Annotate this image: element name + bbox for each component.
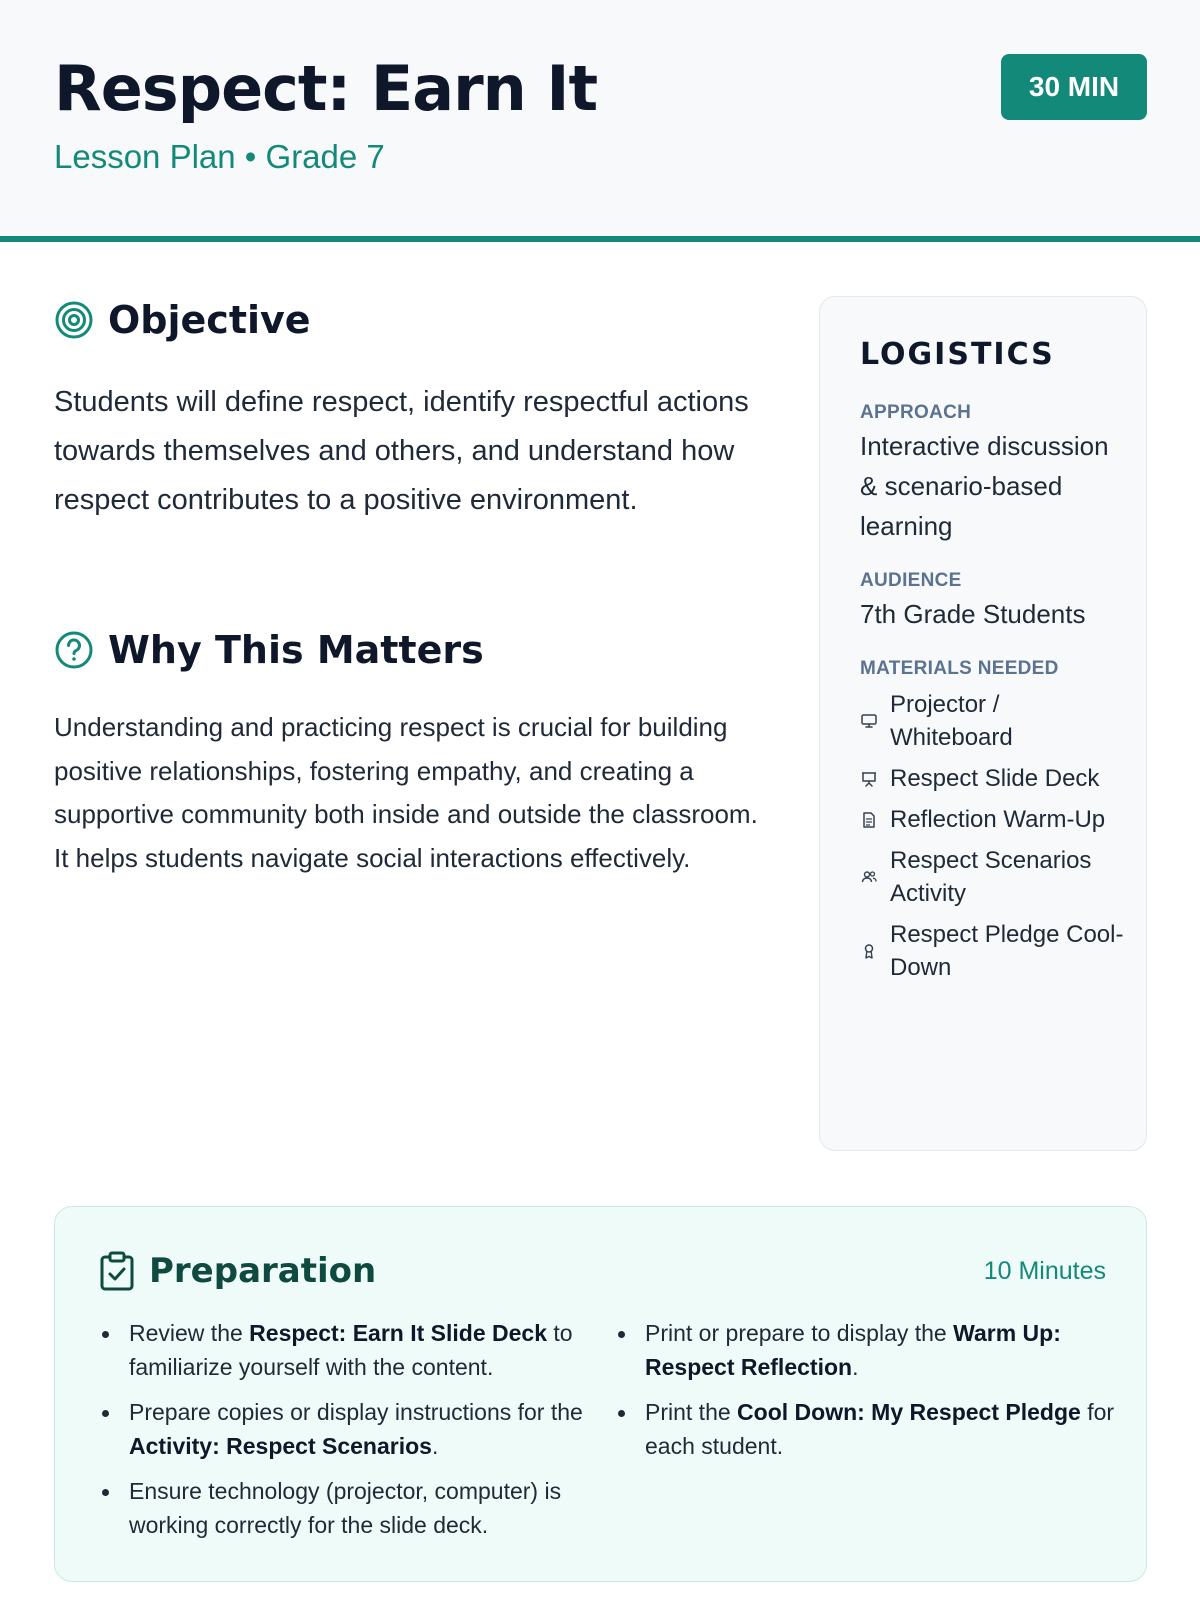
preparation-list-left [99,1317,599,1554]
audience-label: AUDIENCE [860,570,962,591]
clipboard-check-icon [99,1251,135,1291]
page-title: Respect: Earn It [54,52,598,125]
preparation-card [54,1206,1147,1582]
materials-block [860,658,1126,984]
audience-block [860,570,1126,634]
document-icon [860,811,878,829]
list-item: Print or prepare to display the Warm Up: Respect Reflection. [615,1317,1115,1384]
lesson-header [0,0,1200,242]
list-item: Ensure technology (projector, computer) is working correctly for the slide deck. [99,1475,599,1542]
approach-label: APPROACH [860,402,972,423]
duration-badge: 30 MIN [1001,54,1147,120]
audience-value: 7th Grade Students [860,599,1086,629]
material-label: Reflection Warm-Up [890,806,1106,833]
material-label: Respect Pledge Cool-Down [890,921,1124,981]
question-circle-icon [54,630,94,670]
presentation-icon [860,770,878,788]
list-item [860,844,1126,910]
objective-text: Students will define respect, identify respectful actions towards themselves and others, and understand how respect contributes to a positive environment. [54,386,749,516]
approach-block [860,402,1126,546]
material-label: Respect Scenarios Activity [890,847,1092,907]
users-icon [860,868,878,886]
list-item: Prepare copies or display instructions for the Activity: Respect Scenarios. [99,1396,599,1463]
material-label: Respect Slide Deck [890,765,1100,792]
material-label: Projector / Whiteboard [890,691,1013,751]
materials-list [860,688,1126,984]
list-item [860,803,1126,836]
why-heading: Why This Matters [108,628,484,672]
preparation-time: 10 Minutes [983,1257,1106,1285]
list-item [860,918,1126,984]
list-item: Review the Respect: Earn It Slide Deck to familiarize yourself with the content. [99,1317,599,1384]
preparation-heading: Preparation [149,1251,377,1291]
logistics-heading: LOGISTICS [860,337,1055,372]
why-text: Understanding and practicing respect is crucial for building positive relationships, fostering empathy, and creating a supportive community both inside and outside the classroom. It helps students navigate social interactions effectively. [54,712,758,873]
why-heading-row [54,628,484,672]
approach-value: Interactive discussion & scenario-based learning [860,431,1109,541]
preparation-list-right [615,1317,1115,1475]
list-item: Print the Cool Down: My Respect Pledge for each student. [615,1396,1115,1463]
objective-heading: Objective [108,298,311,342]
target-icon [54,300,94,340]
list-item [860,762,1126,795]
award-icon [860,942,878,960]
page-subtitle: Lesson Plan • Grade 7 [54,138,385,175]
preparation-heading-row [99,1251,376,1291]
list-item [860,688,1126,754]
objective-heading-row [54,298,311,342]
projector-icon [860,712,878,730]
materials-label: MATERIALS NEEDED [860,658,1059,679]
logistics-card [819,296,1147,1151]
